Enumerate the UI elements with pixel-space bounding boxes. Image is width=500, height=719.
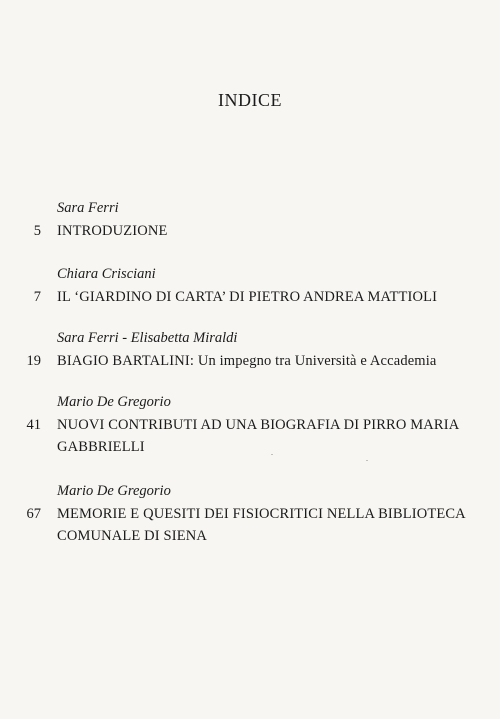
entry-author: Mario De Gregorio xyxy=(57,394,171,410)
page-title: INDICE xyxy=(218,90,282,110)
entry-page-number: 5 xyxy=(33,223,41,239)
entry-author: Sara Ferri - Elisabetta Miraldi xyxy=(57,330,238,346)
paper-speck xyxy=(366,460,368,461)
entry-title: NUOVI CONTRIBUTI AD UNA BIOGRAFIA DI PIRRO MARIA xyxy=(57,417,460,433)
entry-page-number: 7 xyxy=(33,289,41,305)
entry-title-continued: GABBRIELLI xyxy=(57,439,145,455)
entry-title: IL ‘GIARDINO DI CARTA’ DI PIETRO ANDREA MATTIOLI xyxy=(57,289,438,305)
entry-author: Sara Ferri xyxy=(57,200,119,216)
entry-title-continued: COMUNALE DI SIENA xyxy=(57,528,207,544)
entry-author: Mario De Gregorio xyxy=(57,483,171,499)
entry-title: MEMORIE E QUESITI DEI FISIOCRITICI NELLA BIBLIOTECA xyxy=(57,506,466,522)
entry-page-number: 41 xyxy=(26,417,41,433)
entry-page-number: 19 xyxy=(26,353,41,369)
entry-title: INTRODUZIONE xyxy=(57,223,168,239)
entry-title: BIAGIO BARTALINI: Un impegno tra Università e Accademia xyxy=(57,353,437,369)
entry-page-number: 67 xyxy=(26,506,41,522)
paper-speck xyxy=(271,454,273,455)
entry-author: Chiara Crisciani xyxy=(57,266,156,282)
